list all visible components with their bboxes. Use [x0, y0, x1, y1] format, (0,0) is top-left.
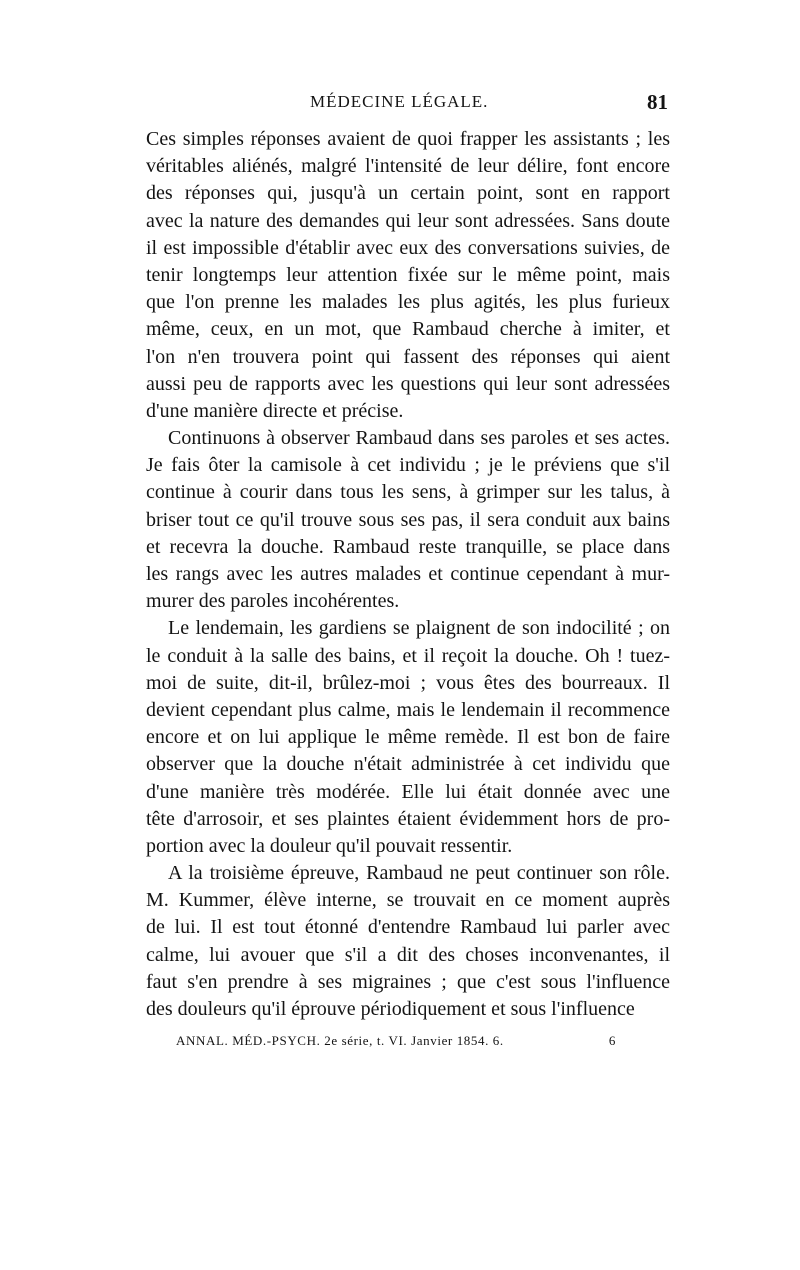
text-line: des réponses qui, jusqu'à un certain point, sont en rapport — [146, 182, 670, 205]
text-line: faut s'en prendre à ses migraines ; que c'est sous l'influence — [146, 970, 670, 993]
text-line: devient cependant plus calme, mais le lendemain il recommence — [146, 698, 670, 721]
text-line: Ces simples réponses avaient de quoi frapper les assistants ; les — [146, 128, 670, 150]
footer-signature: 6 — [608, 1033, 616, 1049]
text-line: encore et on lui applique le même remède. Il est bon de faire — [146, 726, 670, 749]
text-line: Le lendemain, les gardiens se plaignent de son indocilité ; on — [168, 617, 670, 640]
page-footer — [146, 1033, 670, 1053]
text-line: véritables aliénés, malgré l'intensité de leur délire, font encore — [146, 155, 670, 178]
text-line: le conduit à la salle des bains, et il reçoit la douche. Oh ! tuez- — [146, 644, 670, 667]
text-line: aussi peu de rapports avec les questions qui leur sont adressées — [146, 372, 670, 395]
text-line: Continuons à observer Rambaud dans ses paroles et ses actes. — [168, 427, 670, 450]
text-line: murer des paroles incohérentes. — [146, 590, 400, 613]
text-line: A la troisième épreuve, Rambaud ne peut continuer son rôle. — [168, 862, 670, 885]
body-text — [146, 126, 670, 1023]
page-header — [146, 92, 670, 122]
text-line: même, ceux, en un mot, que Rambaud cherche à imiter, et — [146, 318, 670, 341]
text-line: il est impossible d'établir avec eux des conversations suivies, de — [146, 236, 670, 259]
paragraph — [146, 860, 670, 1023]
text-line: briser tout ce qu'il trouve sous ses pas, il sera conduit aux bains — [146, 508, 670, 531]
page-number: 81 — [647, 90, 668, 114]
paragraph — [146, 615, 670, 860]
running-title: MÉDECINE LÉGALE. — [310, 92, 489, 111]
text-line: Je fais ôter la camisole à cet individu ; je le préviens que s'il — [146, 454, 670, 477]
text-line: continue à courir dans tous les sens, à grimper sur les talus, à — [146, 481, 670, 504]
paragraph — [146, 425, 670, 615]
text-line: M. Kummer, élève interne, se trouvait en ce moment auprès — [146, 889, 670, 912]
text-line: des douleurs qu'il éprouve périodiquement et sous l'influence — [146, 998, 635, 1020]
text-line: moi de suite, dit-il, brûlez-moi ; vous êtes des bourreaux. Il — [146, 671, 670, 694]
text-line: les rangs avec les autres malades et continue cependant à mur- — [146, 563, 670, 585]
text-line: que l'on prenne les malades les plus agités, les plus furieux — [146, 291, 670, 314]
text-line: d'une manière très modérée. Elle lui était donnée avec une — [146, 780, 670, 803]
book-page — [146, 92, 670, 1053]
text-line: tête d'arrosoir, et ses plaintes étaient évidemment hors de pro- — [146, 807, 670, 830]
paragraph — [146, 126, 670, 425]
footer-citation: ANNAL. MÉD.-PSYCH. 2e série, t. VI. Janvier 1854. 6. — [176, 1033, 504, 1049]
text-line: et recevra la douche. Rambaud reste tranquille, se place dans — [146, 535, 670, 558]
text-line: portion avec la douleur qu'il pouvait ressentir. — [146, 834, 513, 857]
text-line: avec la nature des demandes qui leur sont adressées. Sans doute — [146, 209, 670, 232]
text-line: tenir longtemps leur attention fixée sur le même point, mais — [146, 263, 670, 286]
text-line: calme, lui avouer que s'il a dit des choses inconvenantes, il — [146, 943, 670, 966]
text-line: d'une manière directe et précise. — [146, 399, 404, 422]
text-line: de lui. Il est tout étonné d'entendre Rambaud lui parler avec — [146, 916, 670, 939]
text-line: observer que la douche n'était administrée à cet individu que — [146, 753, 670, 776]
text-line: l'on n'en trouvera point qui fassent des réponses qui aient — [146, 345, 670, 368]
